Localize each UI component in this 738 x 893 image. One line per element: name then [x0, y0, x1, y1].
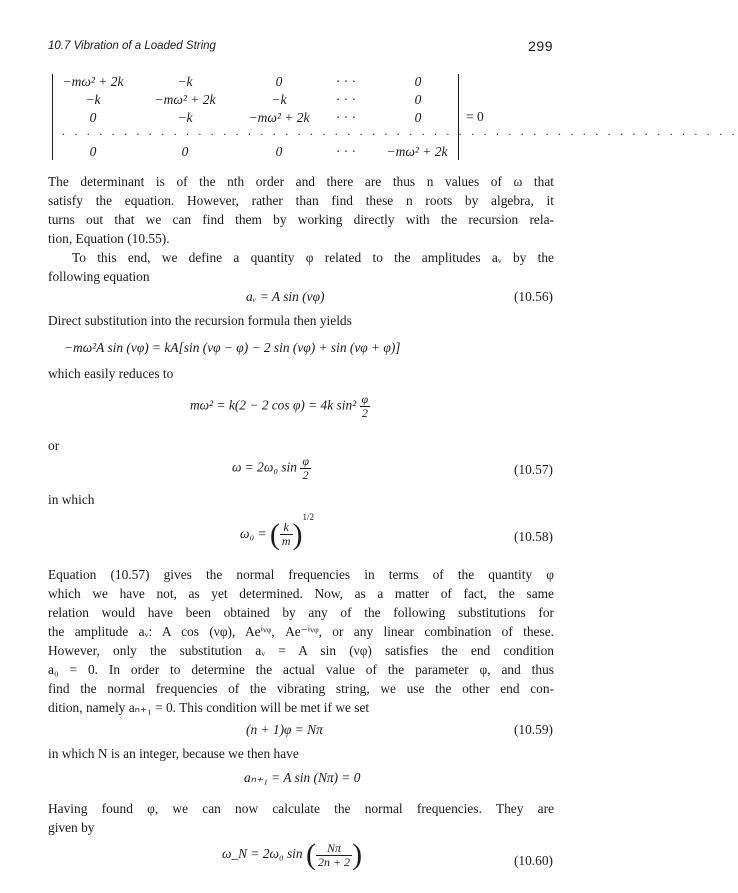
text-easily-reduces: which easily reduces to — [48, 366, 174, 381]
text-line: To this end, we define a quantity φ related to the amplitudes aᵥ by the — [72, 250, 554, 265]
text-line: following equation — [48, 269, 150, 284]
text-line: dition, namely aₙ₊₁ = 0. This condition will be met if we set — [48, 700, 370, 715]
text-line: The determinant is of the nth order and there are thus n values of ω that — [48, 174, 554, 189]
paragraph-define-phi — [48, 248, 554, 286]
running-head — [48, 40, 553, 58]
determinant-right-bar — [458, 74, 459, 160]
equation-10-57 — [232, 455, 311, 482]
determinant-left-bar — [52, 74, 53, 160]
right-paren: ) — [292, 517, 303, 551]
fraction-numerator: φ — [302, 454, 309, 468]
det-cell: · · · — [335, 110, 357, 125]
det-cell: 0 — [181, 144, 189, 159]
equation-10-57-lhs: ω = 2ω₀ sin — [232, 459, 297, 475]
equation-10-59: (n + 1)φ = Nπ — [246, 722, 323, 737]
exponent: 1/2 — [302, 512, 315, 522]
fraction-denominator: m — [281, 534, 291, 549]
equation-number-10-60: (10.60) — [513, 853, 553, 868]
paragraph-normal-frequencies — [48, 565, 554, 717]
det-cell: −k — [177, 74, 193, 89]
fraction-denominator: 2n + 2 — [317, 854, 351, 869]
text-line: satisfy the equation. However, rather than find these n roots by algebra, it — [48, 193, 554, 208]
det-cell: 0 — [89, 144, 97, 159]
equation-10-56: aᵥ = A sin (νφ) — [246, 289, 325, 304]
fraction-denominator: 2 — [361, 406, 368, 420]
text-line: given by — [48, 820, 95, 835]
determinant — [48, 72, 738, 164]
equation-number-10-56: (10.56) — [513, 289, 553, 304]
equation-10-60 — [222, 838, 362, 872]
text-line: the amplitude aᵥ: A cos (νφ), Aeⁱᵛᵠ, Ae⁻ⁱᵛᵠ, or any linear combination of these. — [48, 624, 554, 639]
fraction-numerator: Nπ — [316, 842, 352, 856]
left-paren: ( — [305, 838, 316, 871]
text-line: tion, Equation (10.55). — [48, 231, 170, 246]
equation-reduced-lhs: mω² = k(2 − 2 cos φ) = 4k sin² — [190, 397, 357, 413]
det-cell: −mω² + 2k — [154, 92, 216, 107]
text-line: However, only the substitution aᵥ = A sin (νφ) satisfies the end condition — [48, 643, 554, 658]
equation-direct-substitution: −mω²A sin (νφ) = kA[sin (νφ − φ) − 2 sin (νφ) + sin (νφ + φ)] — [64, 340, 401, 355]
section-title: 10.7 Vibration of a Loaded String — [48, 40, 216, 52]
det-cell: −mω² + 2k — [62, 74, 124, 89]
det-cell: −mω² + 2k — [248, 110, 310, 125]
equation-a-n-plus-1: aₙ₊₁ = A sin (Nπ) = 0 — [244, 770, 361, 785]
equation-10-58 — [240, 512, 314, 552]
equation-10-60-lhs: ω_N = 2ω₀ sin — [222, 846, 303, 862]
determinant-dots: . . . . . . . . . . . . . . . . . . . . . . . . . . . . . . . . . . . . . . . . . . . . . . . . . . . . . . . — [62, 124, 738, 138]
fraction-npi-over-2n-plus-2 — [316, 842, 352, 869]
det-cell: 0 — [89, 110, 97, 125]
det-cell: 0 — [275, 144, 283, 159]
fraction-phi-over-2 — [360, 393, 371, 420]
text-line: Having found φ, we can now calculate the normal frequencies. They are — [48, 801, 554, 816]
det-cell: 0 — [275, 74, 283, 89]
det-cell: 0 — [414, 110, 422, 125]
det-cell: −mω² + 2k — [386, 144, 448, 159]
det-cell: −k — [271, 92, 287, 107]
paragraph-having-found — [48, 799, 554, 837]
text-in-which: in which — [48, 492, 95, 507]
det-cell: −k — [177, 110, 193, 125]
det-cell: 0 — [414, 74, 422, 89]
left-paren: ( — [269, 517, 280, 551]
det-cell: · · · — [335, 144, 357, 159]
right-paren: ) — [352, 838, 363, 871]
fraction-k-over-m — [280, 521, 293, 548]
equation-number-10-59: (10.59) — [513, 722, 553, 737]
text-line: Equation (10.57) gives the normal frequencies in terms of the quantity φ — [48, 567, 554, 582]
text-n-integer: in which N is an integer, because we then have — [48, 746, 299, 761]
equation-number-10-57: (10.57) — [513, 462, 553, 477]
text-line: find the normal frequencies of the vibrating string, we use the other end con- — [48, 681, 554, 696]
text-line: which we have not, as yet determined. Now, as a matter of fact, the same — [48, 586, 554, 601]
text-line: relation would have been obtained by any of the following substitutions for — [48, 605, 554, 620]
equation-10-58-lhs: ω₀ = — [240, 526, 267, 541]
det-cell: 0 — [414, 92, 422, 107]
fraction-denominator: 2 — [302, 468, 309, 482]
fraction-phi-over-2 — [300, 455, 311, 482]
det-cell: · · · — [335, 74, 357, 89]
equation-number-10-58: (10.58) — [513, 529, 553, 544]
page-number: 299 — [528, 38, 553, 54]
fraction-numerator: k — [280, 521, 293, 535]
det-cell: · · · — [335, 92, 357, 107]
text-line: a₀ = 0. In order to determine the actual value of the parameter φ, and thus — [48, 662, 554, 677]
text-or: or — [48, 438, 60, 453]
text-line: turns out that we can find them by working directly with the recursion rela- — [48, 212, 554, 227]
det-cell: −k — [85, 92, 101, 107]
equation-reduced — [190, 393, 370, 420]
text-direct-substitution: Direct substitution into the recursion formula then yields — [48, 313, 352, 328]
fraction-numerator: φ — [361, 392, 369, 406]
paragraph-determinant-order — [48, 172, 554, 248]
determinant-equals: = 0 — [466, 109, 484, 124]
